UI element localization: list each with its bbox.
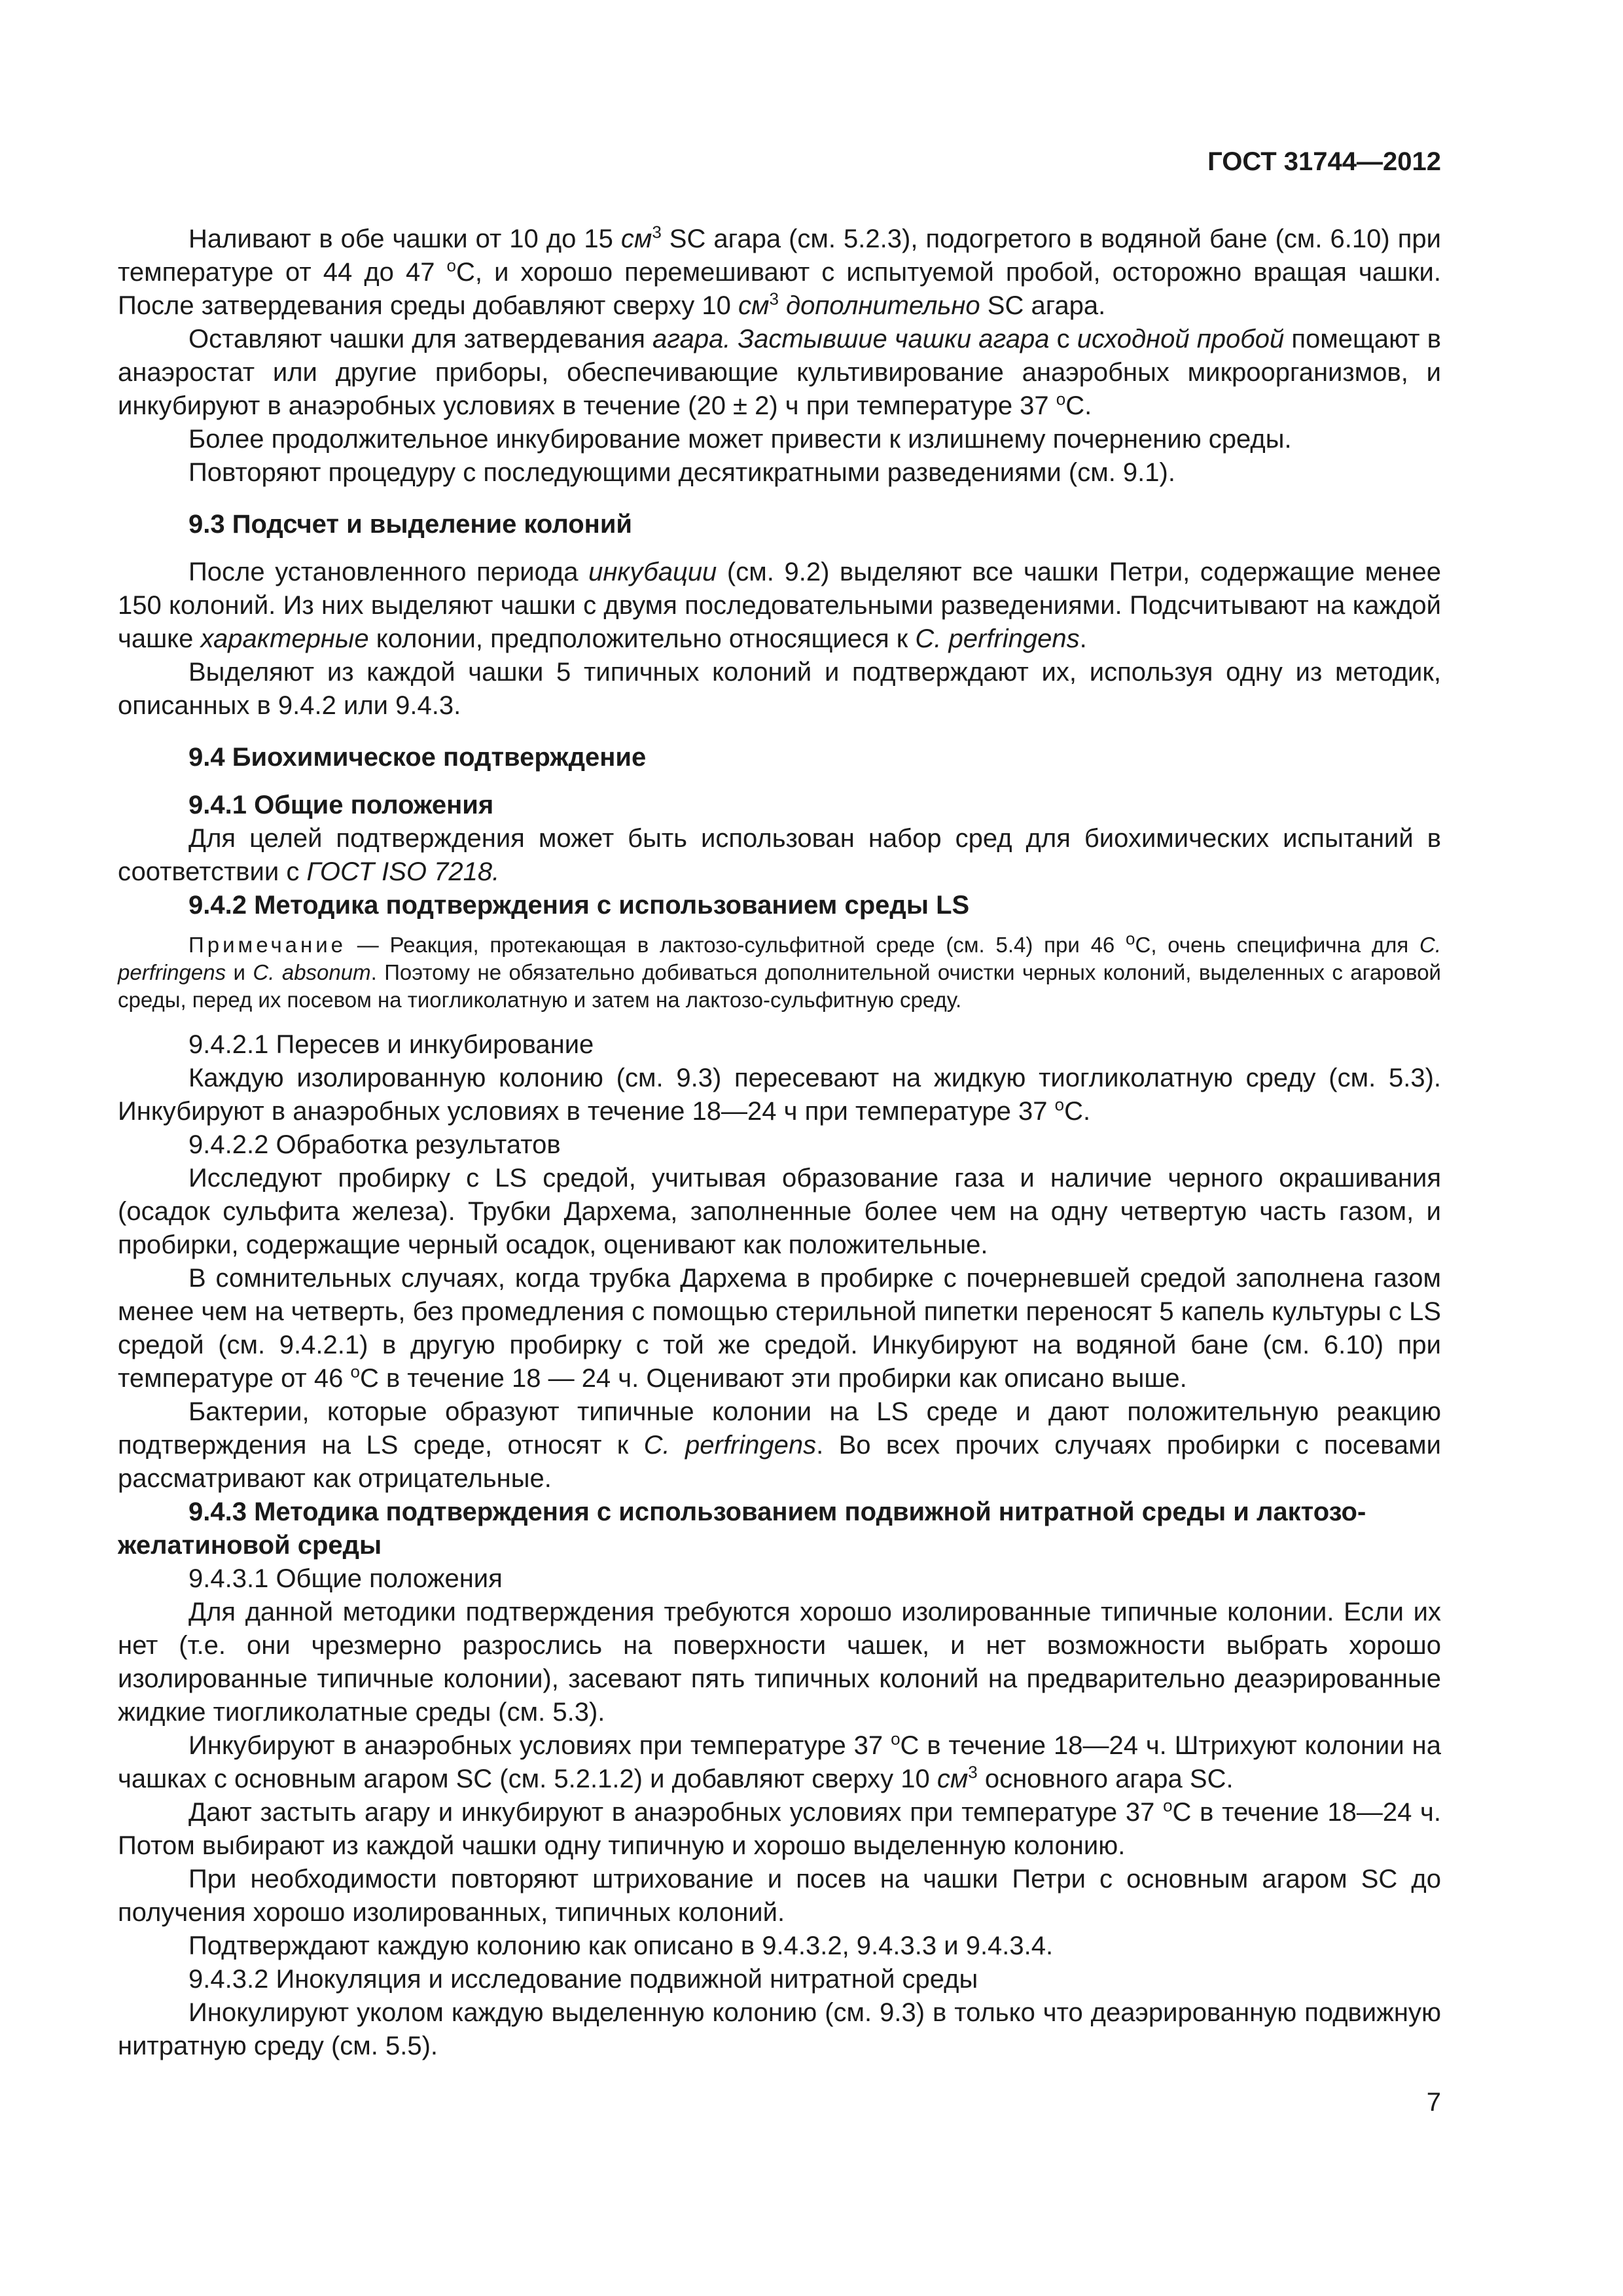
- note-text: Примечание — Реакция, протекающая в лактозо-сульфитной среде (см. 5.4) при 46 $^о$С, очень специфична для С. perfringens и С. absonum. Поэтому не обязательно добиваться дополнительной очистки черных колоний, выделенных с агаровой среды, перед их посевом на тиогликолатную и затем на лактозо-сульфитную среду.: [118, 929, 1441, 1012]
- paragraph: Каждую изолированную колонию (см. 9.3) пересевают на жидкую тиогликолатную среду (см. 5.3). Инкубируют в анаэробных условиях в течение 18—24 ч при температуре 37 $^о$С.: [118, 1064, 1441, 1126]
- paragraph: Инкубируют в анаэробных условиях при температуре 37 $^о$С в течение 18—24 ч. Штрихуют колонии на чашках с основным агаром SC (см. 5.2.1.2) и добавляют сверху 10 $см^3$ основного агара SC.: [118, 1729, 1441, 1793]
- paragraph: После установленного периода инкубации (см. 9.2) выделяют все чашки Петри, содержащие менее 150 колоний. Из них выделяют чашки с двумя последовательными разведениями. Подсчитывают на каждой чашке характерные колонии, предположительно относящиеся к С. perfringens.: [118, 558, 1441, 653]
- clause-title: 9.4.2.1 Пересев и инкубирование: [188, 1030, 594, 1059]
- document-page: [118, 0, 1441, 2296]
- subsection-heading: 9.4.1 Общие положения: [188, 791, 494, 819]
- paragraph: Более продолжительное инкубирование может привести к излишнему почернению среды.: [188, 425, 1292, 454]
- section-heading: 9.3 Подсчет и выделение колоний: [188, 510, 633, 539]
- paragraph: Выделяют из каждой чашки 5 типичных колоний и подтверждают их, используя одну из методик, описанных в 9.4.2 или 9.4.3.: [118, 658, 1441, 720]
- paragraph: Подтверждают каждую колонию как описано в 9.4.3.2, 9.4.3.3 и 9.4.3.4.: [188, 1931, 1054, 1960]
- clause-title: 9.4.3.2 Инокуляция и исследование подвижной нитратной среды: [188, 1965, 978, 1994]
- paragraph: Наливают в обе чашки от 10 до 15 $см^3$ SC агара (см. 5.2.3), подогретого в водяной бане (см. 6.10) при температуре от 44 до 47 $^о$С, и хорошо перемешивают с испытуемой пробой, осторожно вращая чашки. После затвердевания среды добавляют сверху 10 $см^3$ дополнительно SC агара.: [118, 222, 1442, 320]
- subsection-heading: 9.4.2 Методика подтверждения с использованием среды LS: [188, 891, 970, 920]
- note-block: [118, 931, 1441, 1014]
- paragraph: Оставляют чашки для затвердевания агара. Застывшие чашки агара с исходной пробой помещают в анаэростат или другие приборы, обеспечивающие культивирование анаэробных микроорганизмов, и инкубируют в анаэробных условиях в течение (20 ± 2) ч при температуре 37 $^о$С.: [118, 325, 1441, 420]
- paragraph: Дают застыть агару и инкубируют в анаэробных условиях при температуре 37 $^о$С в течение 18—24 ч. Потом выбирают из каждой чашки одну типичную и хорошо выделенную колонию.: [118, 1795, 1441, 1860]
- page-body: [118, 223, 1441, 2063]
- clause-title: 9.4.3.1 Общие положения: [188, 1564, 503, 1593]
- paragraph: Инокулируют уколом каждую выделенную колонию (см. 9.3) в только что деаэрированную подвижную нитратную среду (см. 5.5).: [118, 1998, 1441, 2060]
- note-label: Примечание: [188, 933, 347, 957]
- subsection-heading: 9.4.3 Методика подтверждения с использованием подвижной нитратной среды и лактозо-желатиновой среды: [118, 1498, 1366, 1560]
- paragraph: Для данной методики подтверждения требуются хорошо изолированные типичные колонии. Если их нет (т.е. они чрезмерно разрослись на поверхности чашек, и нет возможности выбрать хорошо изолированные типичные колонии), засевают пять типичных колоний на предварительно деаэрированные жидкие тиогликолатные среды (см. 5.3).: [118, 1598, 1441, 1727]
- paragraph: Бактерии, которые образуют типичные колонии на LS среде и дают положительную реакцию подтверждения на LS среде, относят к С. perfringens. Во всех прочих случаях пробирки с посевами рассматривают как отрицательные.: [118, 1397, 1441, 1493]
- clause-title: 9.4.2.2 Обработка результатов: [188, 1130, 561, 1159]
- paragraph: При необходимости повторяют штрихование и посев на чашки Петри с основным агаром SC до получения хорошо изолированных, типичных колоний.: [118, 1865, 1441, 1927]
- paragraph: В сомнительных случаях, когда трубка Дархема в пробирке с почерневшей средой заполнена газом менее чем на четверть, без промедления с помощью стерильной пипетки переносят 5 капель культуры с LS средой (см. 9.4.2.1) в другую пробирку с той же средой. Инкубируют на водяной бане (см. 6.10) при температуре от 46 $^о$С в течение 18 — 24 ч. Оценивают эти пробирки как описано выше.: [118, 1264, 1441, 1393]
- section-heading: 9.4 Биохимическое подтверждение: [188, 743, 647, 772]
- document-code: ГОСТ 31744—2012: [1207, 147, 1441, 176]
- paragraph: Исследуют пробирку с LS средой, учитывая образование газа и наличие черного окрашивания (осадок сульфита железа). Трубки Дархема, заполненные более чем на одну четвертую часть газом, и пробирки, содержащие черный осадок, оценивают как положительные.: [118, 1164, 1441, 1259]
- page-number: 7: [1426, 2088, 1441, 2117]
- paragraph: Повторяют процедуру с последующими десятикратными разведениями (см. 9.1).: [188, 458, 1175, 487]
- paragraph: Для целей подтверждения может быть использован набор сред для биохимических испытаний в соответствии с ГОСТ ISO 7218.: [118, 824, 1441, 886]
